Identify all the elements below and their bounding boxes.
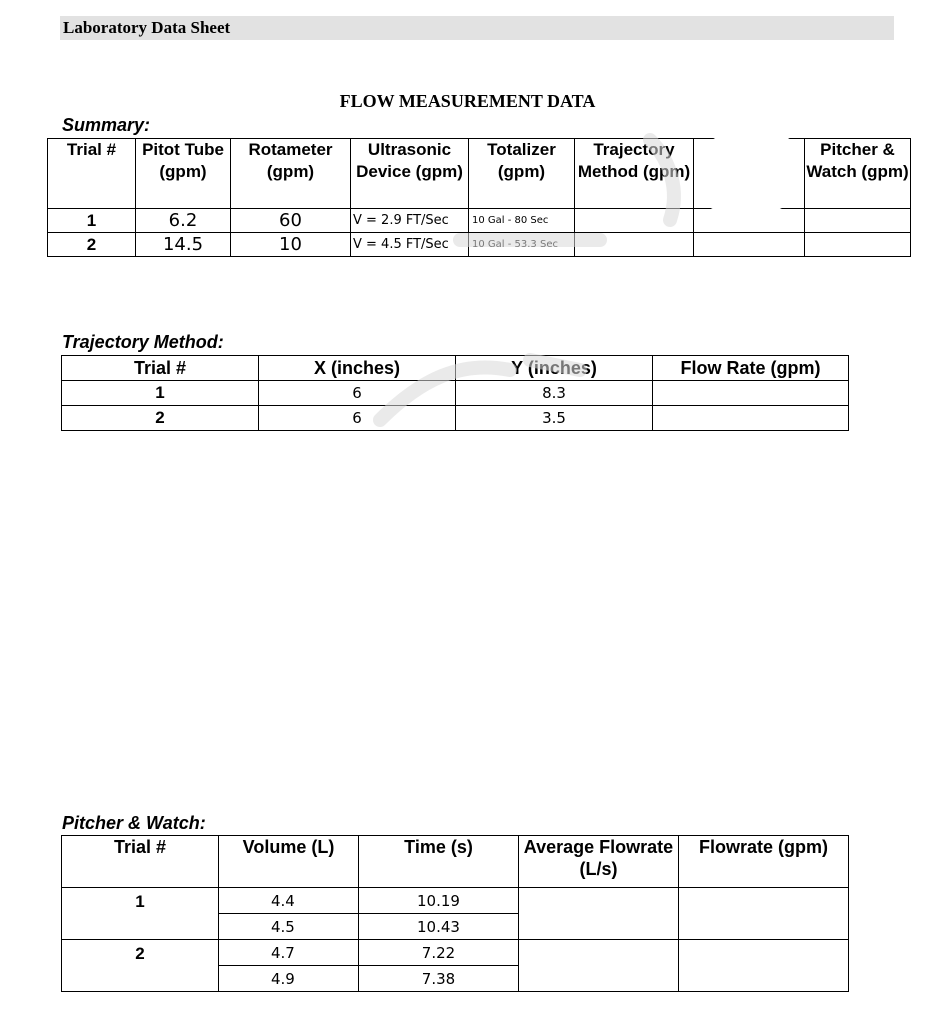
pitcher-volume-cell: 4.9	[219, 966, 359, 992]
header-bar	[60, 16, 894, 40]
summary-header-ultrasonic: Ultrasonic Device (gpm)	[351, 139, 469, 209]
pitcher-flowrate-cell	[679, 888, 849, 940]
trajectory-trial-cell: 1	[62, 381, 259, 406]
trajectory-header-y: Y (inches)	[456, 356, 653, 381]
summary-totalizer-cell: 10 Gal - 80 Sec	[469, 209, 575, 233]
summary-trial-cell: 2	[48, 233, 136, 257]
summary-header-totalizer: Totalizer (gpm)	[469, 139, 575, 209]
redaction-mark	[697, 134, 803, 212]
pitcher-header-trial: Trial #	[62, 836, 219, 888]
summary-ultrasonic-cell: V = 2.9 FT/Sec	[351, 209, 469, 233]
table-row	[62, 406, 849, 431]
pitcher-volume-cell: 4.4	[219, 888, 359, 914]
trajectory-y-cell: 8.3	[456, 381, 653, 406]
trajectory-header-row	[62, 356, 849, 381]
trajectory-label: Trajectory Method:	[62, 332, 224, 352]
summary-trajectory-cell	[575, 209, 694, 233]
table-row	[62, 940, 849, 966]
pitcher-time-cell: 10.43	[359, 914, 519, 940]
pitcher-header-average: Average Flowrate (L/s)	[519, 836, 679, 888]
pitcher-time-cell: 7.22	[359, 940, 519, 966]
summary-rotameter-cell: 60	[231, 209, 351, 233]
pitcher-volume-cell: 4.5	[219, 914, 359, 940]
summary-pitcher-cell	[805, 233, 911, 257]
trajectory-x-cell: 6	[259, 381, 456, 406]
pitcher-time-cell: 10.19	[359, 888, 519, 914]
pitcher-average-cell	[519, 940, 679, 992]
trajectory-flow-cell	[653, 406, 849, 431]
trajectory-header-flow: Flow Rate (gpm)	[653, 356, 849, 381]
pitcher-label: Pitcher & Watch:	[62, 813, 206, 833]
table-row	[48, 209, 911, 233]
summary-pitot-cell: 6.2	[136, 209, 231, 233]
trajectory-flow-cell	[653, 381, 849, 406]
pitcher-volume-cell: 4.7	[219, 940, 359, 966]
page-title: Laboratory Data Sheet	[63, 18, 231, 37]
summary-header-trajectory: Trajectory Method (gpm)	[575, 139, 694, 209]
summary-blank-cell	[694, 209, 805, 233]
summary-pitcher-cell	[805, 209, 911, 233]
trajectory-x-cell: 6	[259, 406, 456, 431]
pitcher-trial-cell: 1	[62, 888, 219, 940]
pitcher-time-cell: 7.38	[359, 966, 519, 992]
table-row	[62, 381, 849, 406]
pitcher-header-flowrate: Flowrate (gpm)	[679, 836, 849, 888]
table-row	[62, 888, 849, 914]
summary-totalizer-cell: 10 Gal - 53.3 Sec	[469, 233, 575, 257]
summary-header-pitot: Pitot Tube (gpm)	[136, 139, 231, 209]
trajectory-y-cell: 3.5	[456, 406, 653, 431]
summary-label: Summary:	[62, 115, 151, 135]
pitcher-average-cell	[519, 888, 679, 940]
pitcher-header-volume: Volume (L)	[219, 836, 359, 888]
main-title: FLOW MEASUREMENT DATA	[339, 91, 596, 111]
summary-rotameter-cell: 10	[231, 233, 351, 257]
summary-pitot-cell: 14.5	[136, 233, 231, 257]
summary-header-pitcher: Pitcher & Watch (gpm)	[805, 139, 911, 209]
pitcher-header-row	[62, 836, 849, 888]
summary-header-trial: Trial #	[48, 139, 136, 209]
summary-trial-cell: 1	[48, 209, 136, 233]
summary-trajectory-cell	[575, 233, 694, 257]
trajectory-table	[61, 355, 849, 431]
trajectory-header-x: X (inches)	[259, 356, 456, 381]
pitcher-flowrate-cell	[679, 940, 849, 992]
summary-blank-cell	[694, 233, 805, 257]
summary-ultrasonic-cell: V = 4.5 FT/Sec	[351, 233, 469, 257]
table-row	[48, 233, 911, 257]
pitcher-header-time: Time (s)	[359, 836, 519, 888]
summary-header-rotameter: Rotameter (gpm)	[231, 139, 351, 209]
trajectory-trial-cell: 2	[62, 406, 259, 431]
pitcher-table	[61, 835, 849, 992]
trajectory-header-trial: Trial #	[62, 356, 259, 381]
pitcher-trial-cell: 2	[62, 940, 219, 992]
